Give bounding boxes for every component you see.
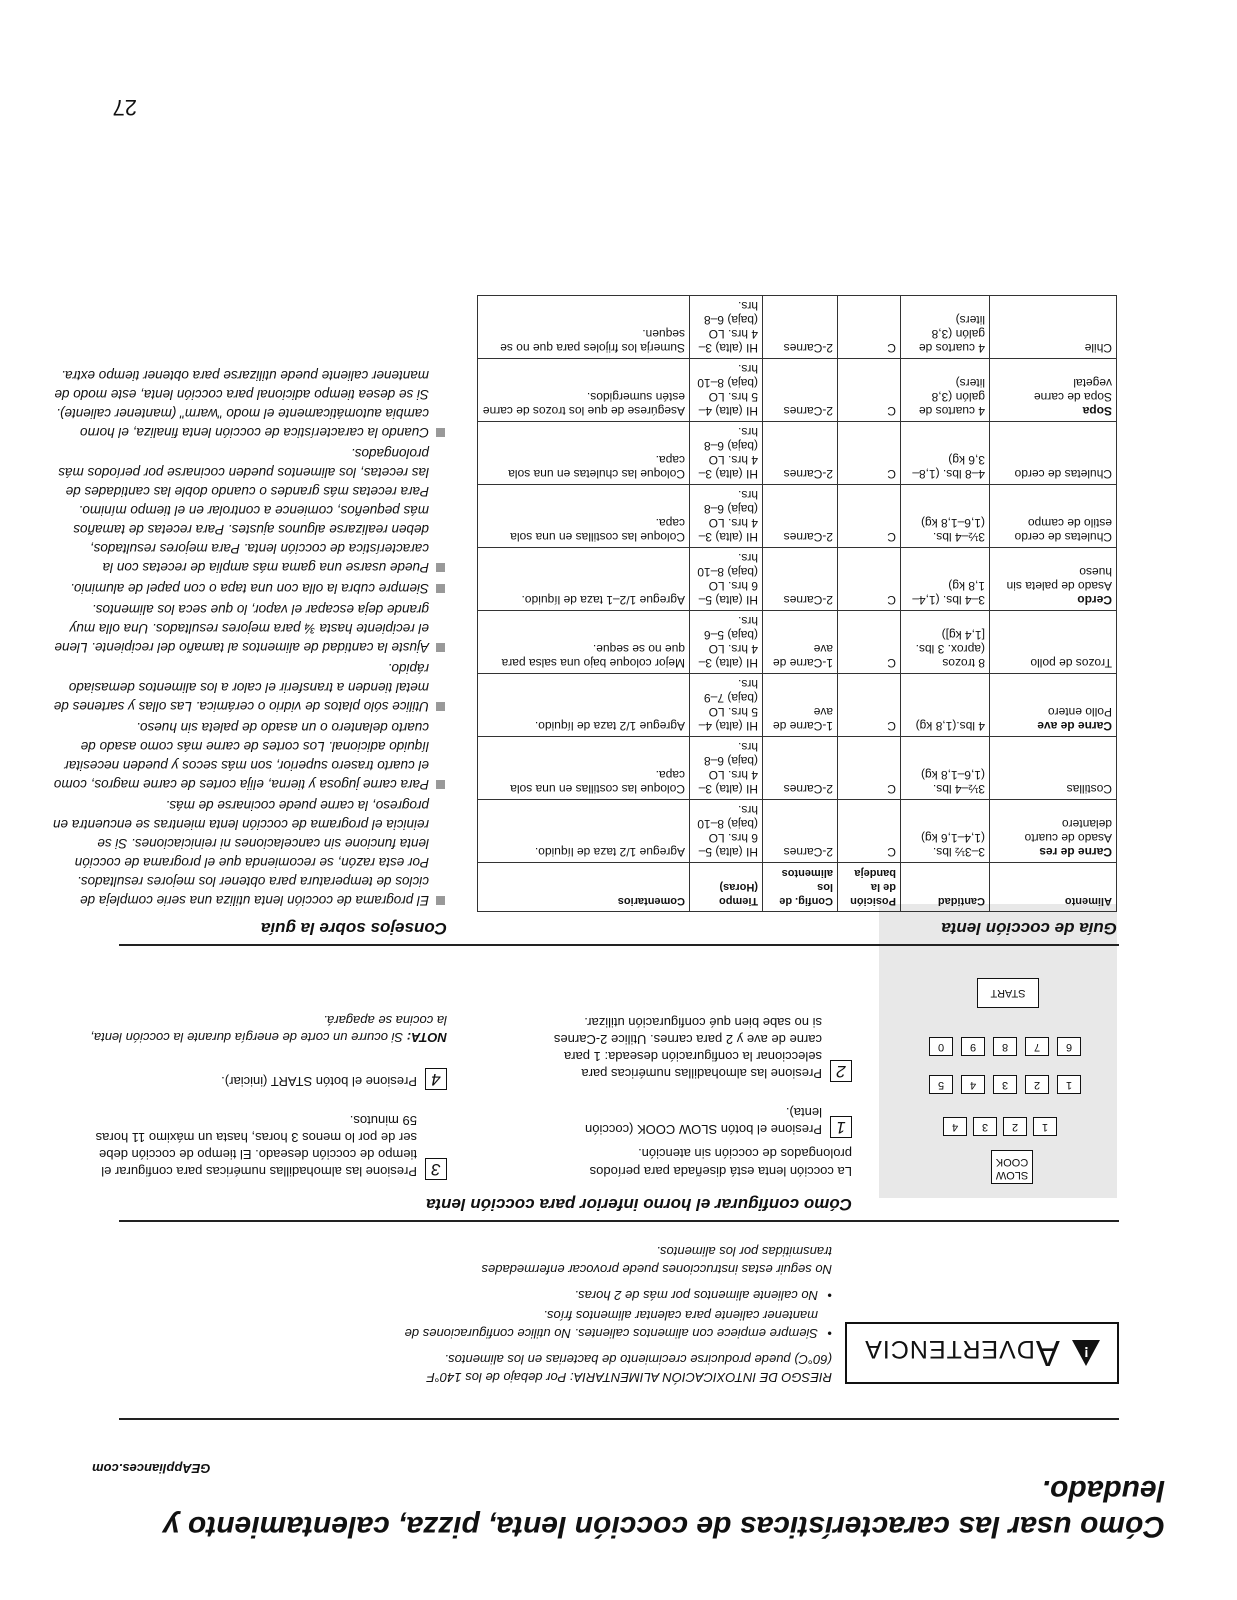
cell-text: 3½–4 lbs. (1,6–1,8 kg) [920,516,985,544]
cell-text: C [887,467,896,481]
table-cell [763,296,838,359]
table-cell [838,611,901,674]
cell-text: Agregue 1/2–1 taza de líquido. [521,593,685,607]
cell-text: Pollo entero [1047,705,1112,719]
table-cell [478,359,690,422]
top-key[interactable]: 1 [1033,1117,1057,1136]
table-cell [690,296,763,359]
number-key[interactable]: 9 [961,1037,985,1056]
number-key[interactable]: 8 [993,1037,1017,1056]
cell-text: HI (alta) 4–5 hrs. LO (baja) 8–10 hrs. [697,362,758,418]
table-cell [901,674,990,737]
cell-text: C [887,593,896,607]
cell-text: HI (alta) 3–4 hrs. LO (baja) 5–6 hrs. [698,614,758,670]
site-url: GEAppliances.com [92,1461,211,1476]
table-row [478,674,1117,737]
setup-steps-left [552,1014,852,1138]
group-label: Carne de res [1039,845,1112,859]
cell-text: C [887,530,896,544]
group-label: Sopa [1082,404,1112,418]
step-text: Presione las almohadillas numéricas para seleccionar la configuración deseada: 1 para carne de ave y 2 para carnes. Utilice 2-Carnes si no sabe bien qué configuración utilizar. [553,1015,822,1081]
cell-text: Sopa de carne vegetal [1033,376,1112,404]
cell-text: Chuletas de cerdo [1014,467,1112,481]
table-cell [838,548,901,611]
setup-title: Cómo configurar el horno inferior para cocción lenta [425,1195,852,1214]
number-key[interactable]: 5 [929,1075,953,1094]
cell-text: Asegúrese de que los trozos de carne estén sumergidos. [482,390,685,418]
cell-text: 1-Carne de ave [772,642,833,670]
warning-list [398,1284,832,1342]
warning-bullet: • No caliente alimentos por más de 2 horas. [398,1286,818,1304]
number-key[interactable]: 0 [929,1037,953,1056]
cell-text: 4–8 lbs. (1,8–3,6 kg) [912,453,985,481]
cell-text: 4 cuartos de galón (3,8 liters) [918,313,985,355]
cell-text: 2-Carnes [783,530,833,544]
cell-text: 2-Carnes [783,782,833,796]
section-rule [119,944,1119,946]
group-label: Cerdo [1077,593,1112,607]
step-number: 2 [830,1060,852,1082]
table-cell [478,800,690,863]
table-cell [690,674,763,737]
cell-text: HI (alta) 5–6 hrs. LO (baja) 8–10 hrs. [697,803,758,859]
table-cell [763,737,838,800]
setup-note [87,1012,447,1046]
table-cell [901,800,990,863]
tip-item: Utilice sólo platos de vidrio o cerámica. Las ollas y sartenes de metal tienden a transferir el calor a los alimentos demasiado rápido. [53,661,429,714]
step-number: 3 [425,1158,447,1180]
table-row [478,800,1117,863]
food-cell [990,296,1117,359]
top-key[interactable]: 3 [973,1117,997,1136]
table-cell [763,548,838,611]
cell-text: Agregue 1/2 taza de líquido. [534,845,685,859]
cell-text: Sumerja los frijoles para que no se sequen. [500,327,685,355]
cell-text: 2-Carnes [783,404,833,418]
warning-label: Advertencia [864,1333,1060,1374]
table-cell [763,359,838,422]
food-cell [990,674,1117,737]
table-cell [478,485,690,548]
table-cell [478,548,690,611]
table-cell [901,548,990,611]
table-cell [838,485,901,548]
number-key[interactable]: 4 [961,1075,985,1094]
warning-risk-text: RIESGO DE INTOXICACIÓN ALIMENTARIA: Por debajo de los 140°F (60°C) puede producirse crecimiento de bacterias en los alimentos. [427,1352,832,1385]
table-cell [763,485,838,548]
column-header: Comentarios [478,863,690,912]
cell-text: HI (alta) 3–4 hrs. LO (baja) 6–8 hrs. [698,299,758,355]
food-cell [990,737,1117,800]
food-cell [990,548,1117,611]
column-header: Alimento [990,863,1117,912]
cell-text: 2-Carnes [783,467,833,481]
title-rule [119,1418,1119,1420]
table-cell [690,737,763,800]
column-header: Tiempo (Horas) [690,863,763,912]
start-key[interactable]: START [977,978,1039,1008]
setup-step-1 [552,1104,852,1138]
slow-cook-guide-table [477,295,1117,912]
step-text: Presione las almohadillas numéricas para configurar el tiempo de cocción deseado. El tiempo de cocción debe ser de por lo menos 3 horas, hasta un máximo 11 horas 59 minutos. [95,1113,417,1179]
group-label: Carne de ave [1037,719,1112,733]
cell-text: 4 cuartos de galón (3,8 liters) [918,376,985,418]
step-text: Presione el botón START (iniciar). [221,1074,417,1089]
table-cell [901,485,990,548]
table-row [478,611,1117,674]
warning-triangle-icon: ! [1072,1340,1100,1366]
table-cell [690,485,763,548]
number-key[interactable]: 2 [1025,1075,1049,1094]
tip-item: Ajuste la cantidad de alimentos al tamaño del recipiente. Llene el recipiente hasta ¾ para mejores resultados. Una olla muy grande deja escapar el vapor, lo que seca los alimentos. [54,602,429,655]
table-cell [838,674,901,737]
tip-item: Cuando la característica de cocción lenta finaliza, el horno cambia automáticamente el modo "warm" (mantener caliente). Si se desea tiempo adicional para cocción lenta, este modo de mantener caliente puede utilizarse para obtener tiempo extra. [54,368,429,440]
table-cell [763,800,838,863]
cell-text: Coloque las costillas en una sola capa. [510,516,685,544]
setup-step-3 [87,1112,447,1180]
cell-text: C [887,404,896,418]
cell-text: 2-Carnes [783,341,833,355]
section-rule [119,1220,1119,1222]
cell-text: C [887,782,896,796]
table-cell [901,296,990,359]
table-row [478,485,1117,548]
cell-text: Costillas [1066,782,1112,796]
tip-item: Para carne jugosa y tierna, elija cortes de carne magros, como el cuarto trasero superior, son más secos y pueden necesitar líquido adicional. Los cortes de carne más como asado de cuarto delantero o un asado de paleta sin hueso. [53,720,429,792]
table-cell [690,611,763,674]
column-header: Cantidad [901,863,990,912]
food-cell [990,359,1117,422]
setup-steps-right [87,1012,447,1180]
table-cell [838,422,901,485]
slow-cook-key[interactable]: SLOW COOK [991,1150,1033,1184]
food-cell [990,800,1117,863]
cell-text: 3½–4 lbs. (1,6–1,8 kg) [920,768,985,796]
cell-text: C [887,719,896,733]
number-key[interactable]: 6 [1057,1037,1081,1056]
number-key[interactable]: 7 [1025,1037,1049,1056]
table-row [478,296,1117,359]
cell-text: 3–4 lbs. (1,4–1,8 kg) [912,579,985,607]
cell-text: Chuletas de cerdo estilo de campo [1014,516,1112,544]
control-panel-illustration [879,904,1117,1198]
table-cell [478,296,690,359]
cell-text: HI (alta) 3–4 hrs. LO (baja) 6–8 hrs. [698,740,758,796]
table-cell [763,611,838,674]
table-cell [901,737,990,800]
cell-text: Trozos de pollo [1030,656,1112,670]
food-cell [990,485,1117,548]
cell-text: C [887,341,896,355]
tip-item: Siempre cubra la olla con una tapa o con papel de aluminio. [53,579,429,598]
cell-text: 4 lbs.(1,8 kg) [915,719,985,733]
column-header: Posición de la bandeja [838,863,901,912]
table-cell [478,737,690,800]
table-cell [901,422,990,485]
step-number: 4 [425,1068,447,1090]
cell-text: HI (alta) 3–4 hrs. LO (baja) 6–8 hrs. [698,488,758,544]
note-text: Si ocurre un corte de energía durante la cocción lenta, la cocina se apagará. [90,1013,447,1045]
table-cell [901,359,990,422]
table-row [478,359,1117,422]
note-label: NOTA: [406,1030,447,1045]
cell-text: Asado de paleta sin hueso [1006,565,1112,593]
step-number: 1 [830,1116,852,1138]
setup-step-4 [87,1068,447,1090]
warning-bullet: • Siempre empiece con alimentos calientes. No utilice configuraciones de mantener caliente para calentar alimentos fríos. [398,1306,818,1342]
cell-text: Asado de cuarto delantero [1024,817,1112,845]
table-cell [901,611,990,674]
table-row [478,548,1117,611]
warning-footer: No seguir estas instrucciones puede provocar enfermedades transmitidas por los alimentos. [481,1244,832,1277]
cell-text: Mejor coloque bajo una salsa para que no se seque. [501,642,685,670]
table-row [478,737,1117,800]
tips-title: Consejos sobre la guía [260,919,447,938]
cell-text: Coloque las chuletas en una sola capa. [508,453,685,481]
page-title: Cómo usar las características de cocción lenta, pizza, calentamiento y leudado. [162,1474,1165,1543]
top-key[interactable]: 2 [1003,1117,1027,1136]
table-cell [763,422,838,485]
table-cell [838,359,901,422]
table-row [478,422,1117,485]
cell-text: Agregue 1/2 taza de líquido. [534,719,685,733]
food-cell [990,422,1117,485]
table-cell [838,800,901,863]
tip-item: El programa de cocción lenta utiliza una serie compleja de ciclos de temperatura para obtener los mejores resultados. Por esta razón, se recomienda que el programa de cocción lenta funcione sin cancelaciones ni reiniciaciones. Si se reinicia el programa de cocción lenta mientras se encuentra en progreso, la carne puede cocinarse de más. [53,798,429,908]
cell-text: HI (alta) 5–6 hrs. LO (baja) 8–10 hrs. [697,551,758,607]
table-body [478,296,1117,863]
table-cell [690,359,763,422]
tips-list [53,364,447,910]
table-cell [838,296,901,359]
step-text: Presione el botón SLOW COOK (cocción lenta). [585,1105,822,1137]
warning-box [845,1322,1119,1384]
page-number: 27 [112,95,137,120]
cell-text: HI (alta) 4–5 hrs. LO (baja) 7–9 hrs. [698,677,758,733]
cell-text: Coloque las costillas en una sola capa. [510,768,685,796]
table-cell [478,674,690,737]
setup-intro: La cocción lenta está diseñada para períodos prolongados de cocción sin atención. [589,1146,852,1179]
cell-text: C [887,656,896,670]
cell-text: 8 trozos (aprox. 3 lbs. [1,4 kg]) [915,628,985,670]
table-cell [838,737,901,800]
number-key[interactable]: 3 [993,1075,1017,1094]
cell-text: 2-Carnes [783,845,833,859]
cell-text: Chile [1084,341,1112,355]
cell-text: 2-Carnes [783,593,833,607]
number-key[interactable]: 1 [1057,1075,1081,1094]
top-key[interactable]: 4 [943,1117,967,1136]
cell-text: 3–3½ lbs. (1,4–1,6 kg) [920,831,985,859]
table-cell [690,422,763,485]
cell-text: 1-Carne de ave [772,705,833,733]
table-cell [763,674,838,737]
tip-item: Puede usarse una gama más amplia de recetas con la característica de cocción lenta. Para mejores resultados, deben realizarse algunos ajustes. Para recetas de tamaños más pequeños, comience a controlar en el tiempo mínimo. Para recetas más grandes o cuando doble las cantidades de las recetas, los alimentos pueden cocinarse por períodos más prolongados. [53,444,429,577]
column-header: Config. de los alimentos [763,863,838,912]
setup-step-2 [552,1014,852,1082]
table-cell [690,548,763,611]
table-cell [690,800,763,863]
table-cell [478,611,690,674]
table-cell [478,422,690,485]
cell-text: HI (alta) 3–4 hrs. LO (baja) 6–8 hrs. [698,425,758,481]
food-cell [990,611,1117,674]
cell-text: C [887,845,896,859]
guide-title: Guía de cocción lenta [941,919,1117,938]
table-header-row [478,863,1117,912]
